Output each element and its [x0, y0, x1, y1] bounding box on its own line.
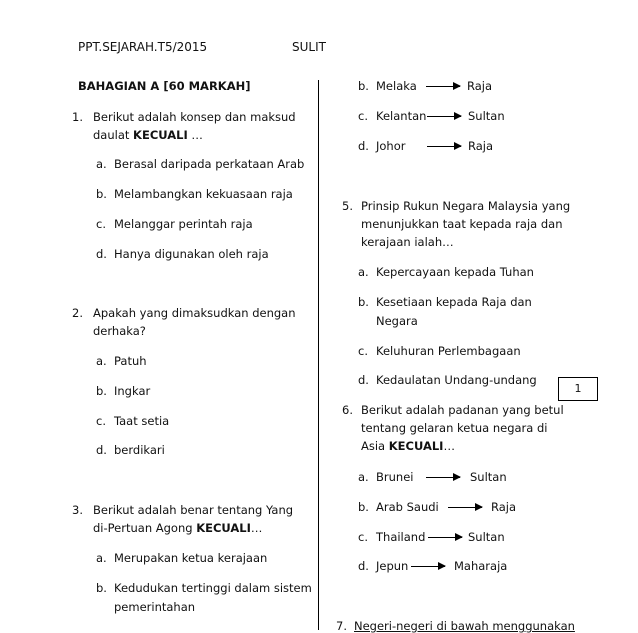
- q3-option-b-letter: b.: [96, 581, 107, 595]
- q6-option-b-right: Raja: [491, 500, 517, 514]
- q6-option-b-left: Arab Saudi: [376, 500, 439, 514]
- q4-option-b-arrow: [426, 86, 460, 87]
- q6-option-c-right: Sultan: [468, 530, 505, 544]
- classification-label: SULIT: [292, 40, 326, 54]
- q5-option-b-line2: Negara: [376, 314, 418, 328]
- q4-option-b-right: Raja: [467, 79, 493, 93]
- q1-option-a-letter: a.: [96, 157, 107, 171]
- q1-option-b-letter: b.: [96, 187, 107, 201]
- q5-option-b-letter: b.: [358, 295, 369, 309]
- q4-option-d-arrow: [427, 146, 461, 147]
- q4-option-c-right: Sultan: [468, 109, 505, 123]
- q4-option-d-right: Raja: [468, 139, 494, 153]
- q2-option-b-letter: b.: [96, 384, 107, 398]
- q3-option-b-line2: pemerintahan: [114, 600, 196, 614]
- q2-option-c-letter: c.: [96, 414, 106, 428]
- q6-option-d-right: Maharaja: [454, 559, 508, 573]
- q7-number: 7.: [336, 619, 347, 633]
- q5-option-d: Kedaulatan Undang-undang: [376, 373, 537, 387]
- q1-option-d-letter: d.: [96, 247, 107, 261]
- q5-number: 5.: [342, 199, 353, 213]
- q3-line2: di-Pertuan Agong KECUALI…: [93, 521, 263, 535]
- q6-option-d-letter: d.: [358, 559, 369, 573]
- q5-option-d-letter: d.: [358, 373, 369, 387]
- q3-option-a: Merupakan ketua kerajaan: [114, 551, 268, 565]
- q1-option-c-letter: c.: [96, 217, 106, 231]
- q2-option-d: berdikari: [114, 443, 165, 457]
- q3-option-a-letter: a.: [96, 551, 107, 565]
- q2-option-a-letter: a.: [96, 354, 107, 368]
- q6-line2: tentang gelaran ketua negara di: [361, 421, 548, 435]
- q6-option-a-left: Brunei: [376, 470, 414, 484]
- q1-option-a: Berasal daripada perkataan Arab: [114, 157, 305, 171]
- q5-option-c: Keluhuran Perlembagaan: [376, 344, 521, 358]
- q4-option-c-arrow: [427, 116, 461, 117]
- q6-option-c-letter: c.: [358, 530, 368, 544]
- q5-option-b-line1: Kesetiaan kepada Raja dan: [376, 295, 532, 309]
- q2-number: 2.: [72, 306, 83, 320]
- q6-line3: Asia KECUALI…: [361, 439, 455, 453]
- q2-line1: Apakah yang dimaksudkan dengan: [93, 306, 296, 320]
- page-number-box: 1: [558, 377, 598, 401]
- q2-option-a: Patuh: [114, 354, 147, 368]
- q6-number: 6.: [342, 403, 353, 417]
- q4-option-d-letter: d.: [358, 139, 369, 153]
- q2-option-b: Ingkar: [114, 384, 151, 398]
- q4-option-d-left: Johor: [376, 139, 406, 153]
- q6-option-a-arrow: [426, 477, 460, 478]
- q6-option-d-arrow: [411, 566, 445, 567]
- q6-option-a-right: Sultan: [470, 470, 507, 484]
- q4-option-c-letter: c.: [358, 109, 368, 123]
- q4-option-b-left: Melaka: [376, 79, 417, 93]
- document-code: PPT.SEJARAH.T5/2015: [78, 40, 208, 54]
- q6-option-c-left: Thailand: [376, 530, 426, 544]
- q1-line1: Berikut adalah konsep dan maksud: [93, 110, 296, 124]
- q4-option-b-letter: b.: [358, 79, 369, 93]
- q3-option-b-line1: Kedudukan tertinggi dalam sistem: [114, 581, 312, 595]
- q2-line2: derhaka?: [93, 324, 146, 338]
- q6-option-a-letter: a.: [358, 470, 369, 484]
- column-divider: [318, 80, 319, 630]
- q3-number: 3.: [72, 503, 83, 517]
- q4-option-c-left: Kelantan: [376, 109, 427, 123]
- q5-line2: menunjukkan taat kepada raja dan: [361, 217, 563, 231]
- q5-line3: kerajaan ialah…: [361, 235, 454, 249]
- q6-option-b-letter: b.: [358, 500, 369, 514]
- q6-option-b-arrow: [448, 507, 482, 508]
- q1-number: 1.: [72, 110, 83, 124]
- q5-option-a: Kepercayaan kepada Tuhan: [376, 265, 534, 279]
- q2-option-c: Taat setia: [114, 414, 170, 428]
- q3-line1: Berikut adalah benar tentang Yang: [93, 503, 294, 517]
- q6-line1: Berikut adalah padanan yang betul: [361, 403, 564, 417]
- q6-option-d-left: Jepun: [376, 559, 409, 573]
- q1-option-c: Melanggar perintah raja: [114, 217, 253, 231]
- q1-line2: daulat KECUALI …: [93, 128, 203, 142]
- q6-option-c-arrow: [428, 537, 462, 538]
- q2-option-d-letter: d.: [96, 443, 107, 457]
- q5-option-c-letter: c.: [358, 344, 368, 358]
- section-title: BAHAGIAN A [60 MARKAH]: [78, 79, 251, 93]
- q5-option-a-letter: a.: [358, 265, 369, 279]
- q5-line1: Prinsip Rukun Negara Malaysia yang: [361, 199, 571, 213]
- q1-option-d: Hanya digunakan oleh raja: [114, 247, 269, 261]
- q1-option-b: Melambangkan kekuasaan raja: [114, 187, 293, 201]
- q7-line1: Negeri-negeri di bawah menggunakan: [354, 619, 575, 633]
